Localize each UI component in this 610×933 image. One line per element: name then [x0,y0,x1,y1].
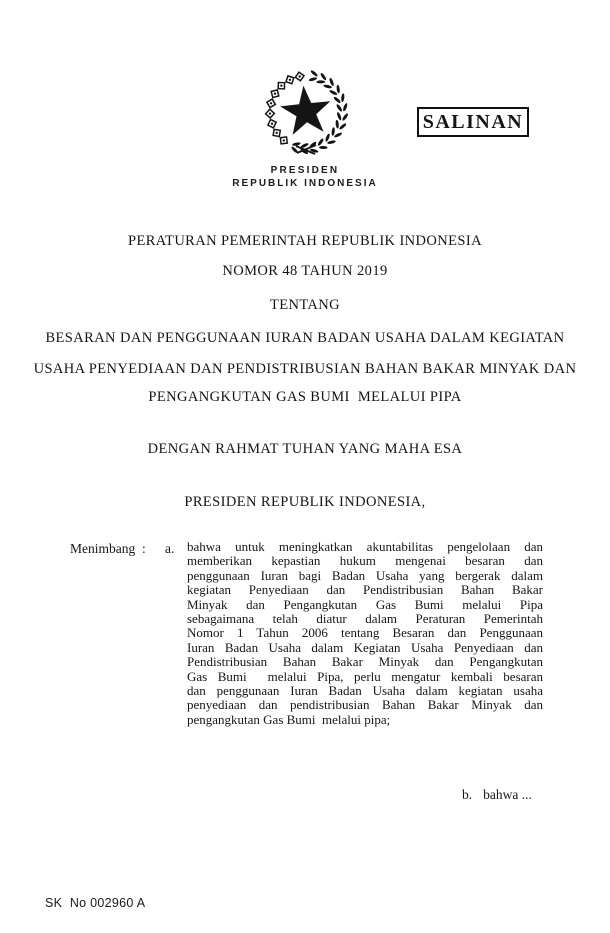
institution-line-republik-indonesia: REPUBLIK INDONESIA [232,178,378,189]
paragraph-line: sebagaimana telah diatur dalam Peraturan Pemerintah [187,611,543,627]
item-a-letter: a. [165,541,175,556]
paragraph-line: bahwa untuk meningkatkan akuntabilitas pengelolaan dan [187,539,543,554]
about-label: TENTANG [269,297,341,313]
salinan-stamp [417,107,529,137]
star-wreath-emblem-icon [263,69,349,158]
regulation-number: NOMOR 48 TAHUN 2019 [222,263,388,279]
menimbang-label: Menimbang [70,541,136,556]
paragraph-line: Pendistribusian Bahan Bakar Minyak dan Pengangkutan [187,654,543,670]
item-b-catchword-text: bahwa ... [483,787,532,802]
regulation-type-title: PERATURAN PEMERINTAH REPUBLIK INDONESIA [128,233,482,249]
sk-number: SK No 002960 A [45,896,146,910]
paragraph-line: Gas Bumi melalui Pipa, perlu mengatur kembali besaran [187,668,543,684]
catchword [462,787,532,803]
salinan-stamp-label: SALINAN [422,110,524,133]
paragraph-line: penggunaan Iuran bagi Badan Usaha yang bergerak dalam [187,567,543,583]
subject-line-3: PENGANGKUTAN GAS BUMI MELALUI PIPA [148,389,462,405]
paragraph-line: penyediaan dan pendistribusian Bahan Bakar Minyak dan [187,697,543,713]
paragraph-line: memberikan kepastian hukum mengenai besaran dan [187,553,543,569]
subject-line-1: BESARAN DAN PENGGUNAAN IURAN BADAN USAHA DALAM KEGIATAN [45,330,565,346]
paragraph-line: Nomor 1 Tahun 2006 tentang Besaran dan Penggunaan [187,625,543,641]
paragraph-line: Minyak dan Pengangkutan Gas Bumi melalui Pipa [187,596,543,612]
subject-line-2: USAHA PENYEDIAAN DAN PENDISTRIBUSIAN BAHAN BAKAR MINYAK DAN [33,361,577,377]
item-a-paragraph [187,540,543,727]
paragraph-line: Iuran Badan Usaha dalam Kegiatan Usaha Penyediaan dan [187,639,543,655]
invocation-line: DENGAN RAHMAT TUHAN YANG MAHA ESA [147,441,463,457]
authority-line: PRESIDEN REPUBLIK INDONESIA, [184,494,426,510]
menimbang-colon: : [142,541,146,556]
paragraph-line: pengangkutan Gas Bumi melalui pipa; [187,711,391,727]
institution-line-presiden: PRESIDEN [270,165,340,176]
item-b-letter: b. [462,787,473,802]
paragraph-line: kegiatan Penyediaan dan Pendistribusian Bahan Bakar [187,582,543,598]
paragraph-line: dan penggunaan Iuran Badan Usaha dalam kegiatan usaha [187,683,543,699]
